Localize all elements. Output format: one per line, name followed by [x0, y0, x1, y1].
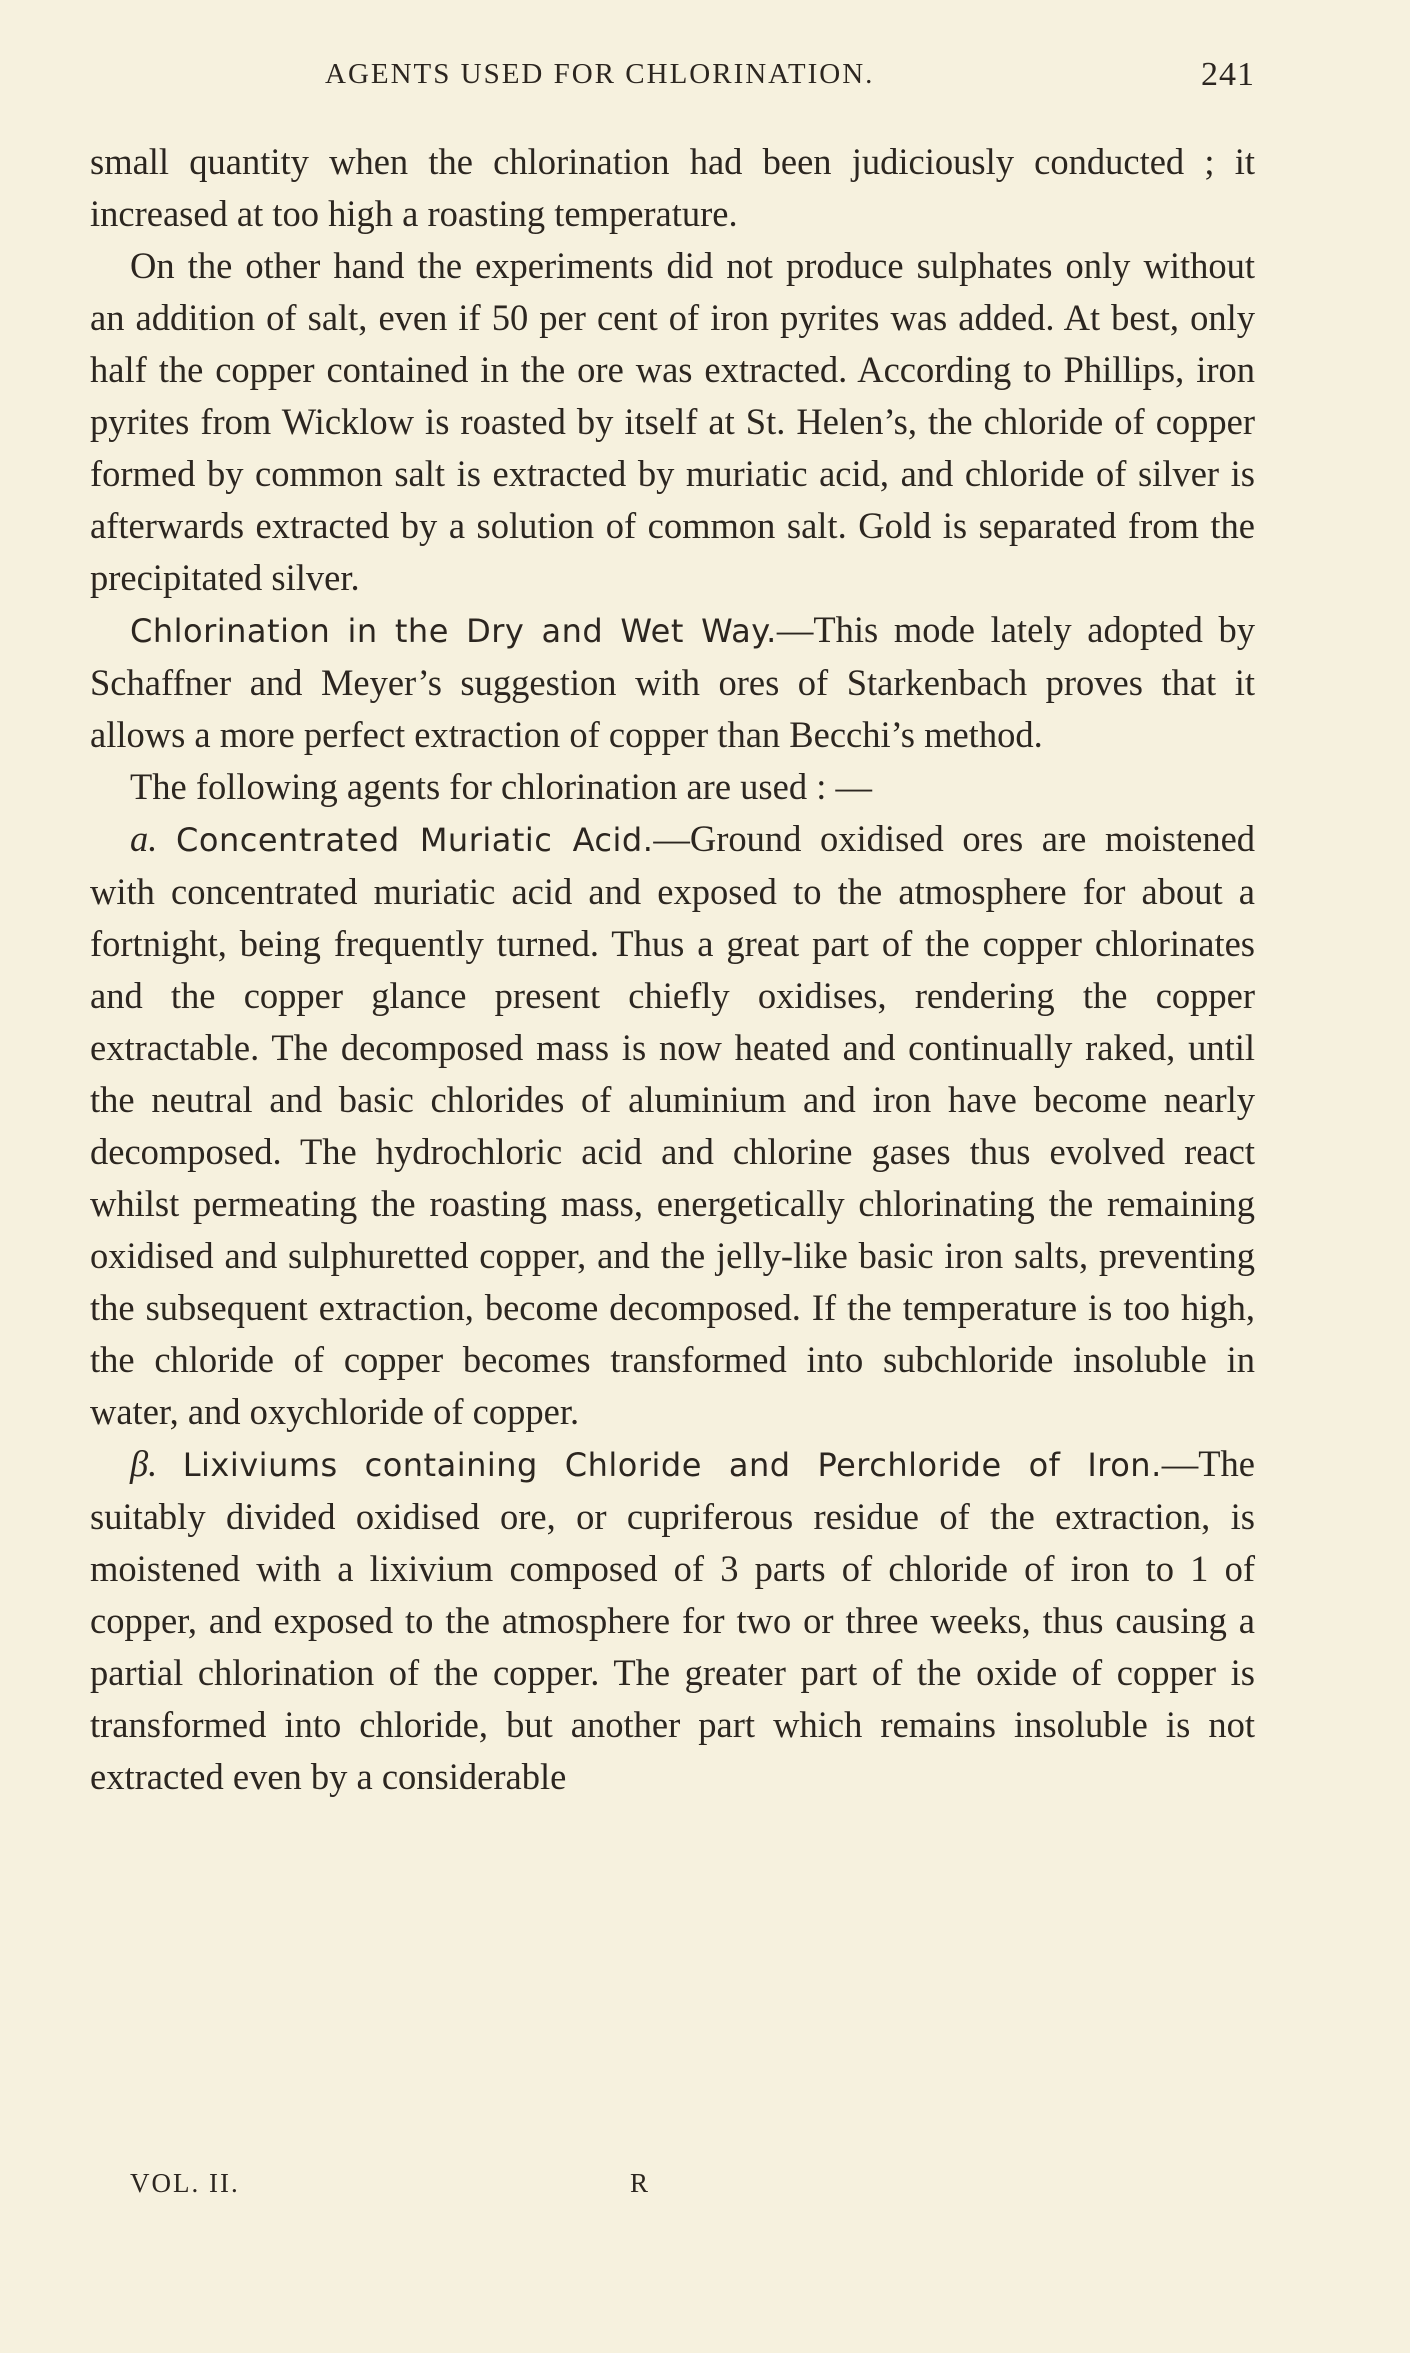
signature-mark: R	[630, 2168, 651, 2198]
section-heading: Lixiviums containing Chloride and Perchloride of Iron.	[182, 1446, 1162, 1484]
body-text	[90, 136, 1255, 1803]
paragraph-text: —The suitably divided oxidised ore, or cupriferous residue of the extraction, is moistened with a lixivium composed of 3 parts of chloride of iron to 1 of copper, and exposed to the atmosphere for two or three weeks, thus causing a partial chlorination of the copper. The greater part of the oxide of copper is transformed into chloride, but another part which remains insoluble is not extracted even by a considerable	[90, 1443, 1256, 1797]
volume-label: VOL. II.	[130, 2168, 240, 2198]
running-title: AGENTS USED FOR CHLORINATION.	[325, 58, 875, 90]
page-number: 241	[1201, 56, 1255, 93]
page-footer	[130, 2168, 730, 2208]
section-heading: Concentrated Muriatic Acid.	[176, 821, 654, 859]
paragraph-text: —This mode lately adopted by Schaffner and Meyer’s suggestion with ores of Starkenbach proves that it allows a more perfect extraction of copper than Becchi’s method.	[90, 609, 1255, 755]
section-heading: Chlorination in the Dry and Wet Way.	[130, 612, 777, 650]
paragraph-4	[90, 761, 1255, 813]
paragraph-2	[90, 240, 1255, 604]
list-marker: a.	[130, 818, 158, 859]
paragraph-text: On the other hand the experiments did not produce sulphates only without an addition of salt, even if 50 per cent of iron pyrites was added. At best, only half the copper contained in the ore was extracted. According to Phillips, iron pyrites from Wicklow is roasted by itself at St. Helen’s, the chloride of copper formed by common salt is extracted by muriatic acid, and chloride of silver is afterwards extracted by a solution of common salt. Gold is separated from the precipitated silver.	[90, 245, 1255, 598]
paragraph-text: —Ground oxidised ores are moistened with concentrated muriatic acid and exposed to the atmosphere for about a fortnight, being frequently turned. Thus a great part of the copper chlorinates and the copper glance present chiefly oxidises, rendering the copper extractable. The decomposed mass is now heated and continually raked, until the neutral and basic chlorides of aluminium and iron have become nearly decomposed. The hydrochloric acid and chlorine gases thus evolved react whilst permeating the roasting mass, energetically chlorinating the remaining oxidised and sulphuretted copper, and the jelly-like basic iron salts, preventing the subsequent extraction, become decomposed. If the temperature is too high, the chloride of copper becomes transformed into subchloride insoluble in water, and oxychloride of copper.	[90, 818, 1256, 1432]
paragraph-text: small quantity when the chlorination had been judiciously conducted ; it increased at too high a roasting temperature.	[90, 141, 1255, 234]
running-head	[90, 58, 1255, 98]
paragraph-5	[90, 813, 1255, 1438]
paragraph-text: The following agents for chlorination are used : —	[130, 766, 872, 807]
paragraph-3	[90, 604, 1255, 761]
list-marker: β.	[130, 1443, 158, 1484]
paragraph-6	[90, 1438, 1255, 1803]
paragraph-1	[90, 136, 1255, 240]
